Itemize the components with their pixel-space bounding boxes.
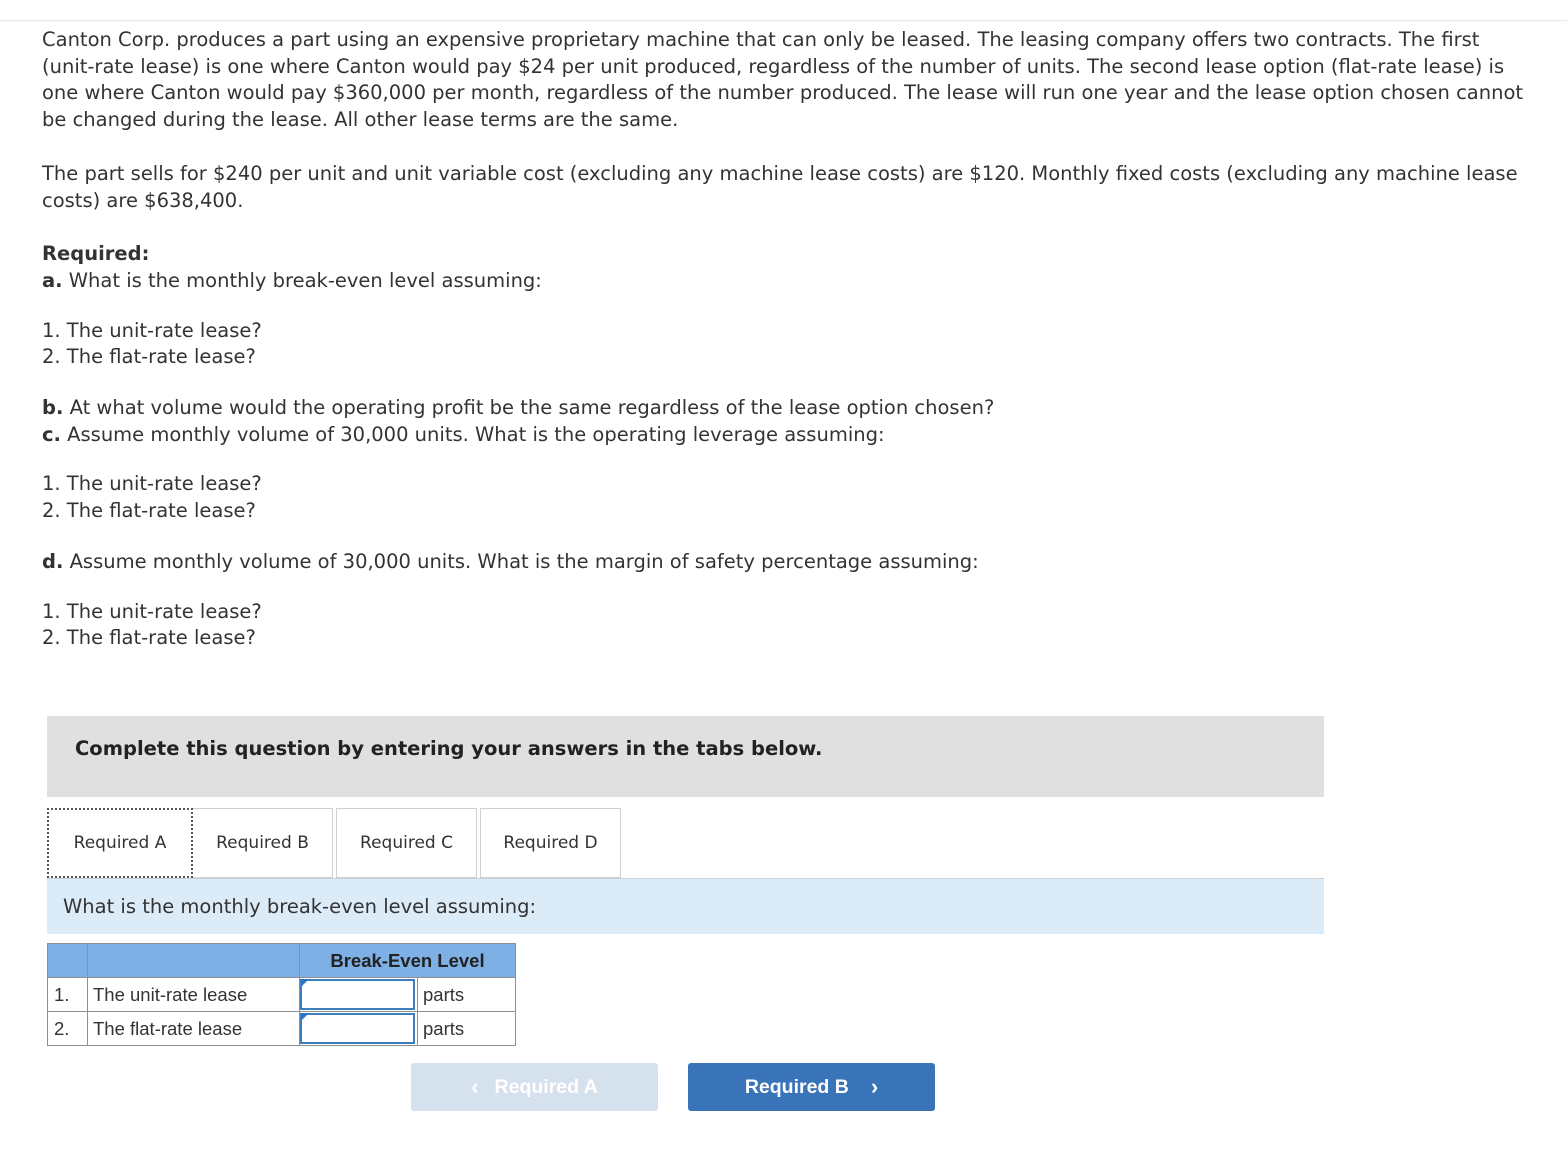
required-c-item-1: 1. The unit-rate lease? — [42, 472, 262, 496]
required-heading: Required: — [42, 242, 150, 266]
table-row — [48, 1012, 516, 1046]
required-c — [42, 422, 1532, 449]
required-b-label: b. — [42, 396, 64, 420]
prev-button-label: Required A — [494, 1075, 598, 1098]
tab-required-c[interactable]: Required C — [336, 808, 477, 878]
table-row — [48, 978, 516, 1012]
chevron-right-icon: › — [870, 1074, 879, 1099]
row-unit: parts — [418, 978, 516, 1012]
panel-question-text: What is the monthly break-even level assuming: — [63, 895, 537, 918]
required-b — [42, 395, 1532, 422]
required-d — [42, 549, 1532, 576]
required-d-item-2: 2. The flat-rate lease? — [42, 626, 256, 650]
required-a-item-1: 1. The unit-rate lease? — [42, 318, 262, 342]
tab-bar — [47, 808, 624, 879]
answer-table — [47, 943, 516, 1046]
tab-required-d[interactable]: Required D — [480, 808, 621, 878]
problem-content — [42, 27, 1532, 652]
row-label: The unit-rate lease — [88, 978, 300, 1012]
header-empty-num — [48, 944, 88, 978]
row-unit: parts — [418, 1012, 516, 1046]
row-input-cell — [300, 1012, 418, 1046]
required-d-label: d. — [42, 549, 64, 573]
instruction-text: Complete this question by entering your answers in the tabs below. — [75, 737, 823, 760]
input-marker-icon — [301, 1013, 309, 1021]
instruction-box — [47, 716, 1324, 797]
required-c-label: c. — [42, 422, 61, 446]
input-marker-icon — [301, 979, 309, 987]
tab-required-b[interactable]: Required B — [192, 808, 333, 878]
tab-required-a[interactable]: Required A — [47, 808, 193, 878]
problem-paragraph-1: Canton Corp. produces a part using an expensive proprietary machine that can only be leased. The leasing company offers two contracts. The first (unit-rate lease) is one where Canton would pay $24 per unit produced, regardless of the number of units. The second lease option (flat-rate lease) is one where Canton would pay $360,000 per month, regardless of the number produced. The lease will run one year and the lease option chosen cannot be changed during the lease. All other lease terms are the same. — [42, 28, 1524, 132]
required-a-item-2: 2. The flat-rate lease? — [42, 345, 256, 369]
next-required-b-button[interactable] — [688, 1063, 935, 1111]
header-break-even-level: Break-Even Level — [300, 944, 516, 978]
unit-rate-break-even-input[interactable] — [300, 979, 415, 1010]
next-button-label: Required B — [744, 1075, 849, 1098]
top-divider — [0, 20, 1567, 21]
required-b-text: At what volume would the operating profit be the same regardless of the lease option chosen? — [63, 396, 995, 420]
required-c-text: Assume monthly volume of 30,000 units. What is the operating leverage assuming: — [60, 422, 885, 446]
row-input-cell — [300, 978, 418, 1012]
prev-required-a-button[interactable] — [411, 1063, 658, 1111]
required-d-text: Assume monthly volume of 30,000 units. What is the margin of safety percentage assuming: — [63, 549, 979, 573]
required-a — [42, 268, 1532, 295]
problem-paragraph-2: The part sells for $240 per unit and unit variable cost (excluding any machine lease costs) are $120. Monthly fixed costs (excluding any machine lease costs) are $638,400. — [42, 161, 1518, 212]
required-a-text: What is the monthly break-even level assuming: — [62, 268, 542, 292]
required-c-item-2: 2. The flat-rate lease? — [42, 499, 256, 523]
chevron-left-icon: ‹ — [471, 1074, 479, 1099]
required-d-item-1: 1. The unit-rate lease? — [42, 599, 262, 623]
answer-table-header-row — [48, 944, 516, 978]
row-number: 1. — [48, 978, 88, 1012]
row-number: 2. — [48, 1012, 88, 1046]
panel-question — [47, 879, 1324, 934]
header-empty-label — [88, 944, 300, 978]
flat-rate-break-even-input[interactable] — [300, 1013, 415, 1044]
required-a-label: a. — [42, 268, 63, 292]
row-label: The flat-rate lease — [88, 1012, 300, 1046]
